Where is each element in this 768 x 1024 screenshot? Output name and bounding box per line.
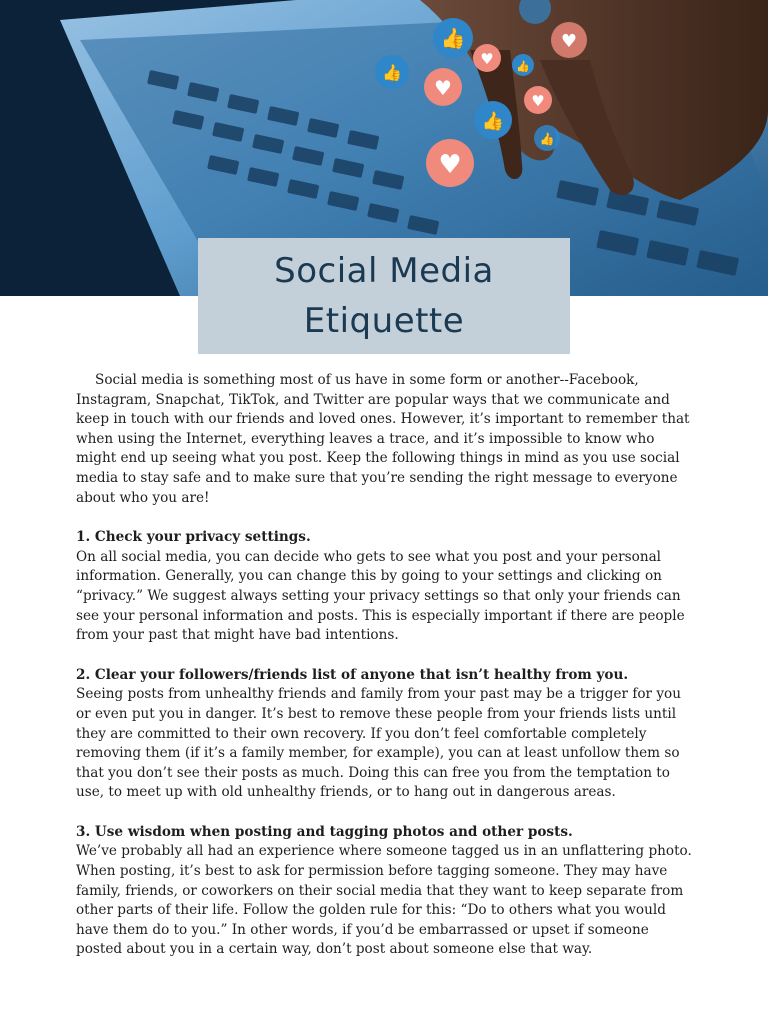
svg-text:👍: 👍	[481, 111, 505, 132]
article-body	[76, 371, 694, 960]
section-tagging	[76, 823, 694, 960]
svg-text:♥: ♥	[560, 31, 578, 52]
svg-text:👍: 👍	[516, 60, 530, 73]
section-heading: 3. Use wisdom when posting and tagging photos and other posts.	[76, 823, 573, 840]
page-title-line-2: Etiquette	[303, 301, 465, 341]
title-box	[198, 238, 570, 354]
svg-text:♥: ♥	[531, 92, 545, 110]
svg-text:♥: ♥	[434, 76, 452, 100]
svg-text:♥: ♥	[438, 150, 462, 180]
svg-text:👍: 👍	[440, 26, 466, 50]
section-body: On all social media, you can decide who gets to see what you post and your personal information. Generally, you can change this by going to your settings and clicking on “privacy.” We suggest always setting your privacy settings so that only your friends can see your personal information and posts. This is especially important if there are people from your past that might have bad intentions.	[76, 548, 685, 644]
svg-text:👍: 👍	[539, 132, 555, 146]
page-title-line-1: Social Media	[274, 251, 494, 291]
svg-text:👍: 👍	[382, 63, 402, 82]
section-privacy	[76, 528, 694, 646]
section-heading: 2. Clear your followers/friends list of anyone that isn’t healthy from you.	[76, 666, 629, 683]
intro-paragraph: Social media is something most of us have in some form or another--Facebook, Instagram, Snapchat, TikTok, and Twitter are popular ways that we communicate and keep in touch with our friends and loved ones. However, it’s important to remember that when using the Internet, everything leaves a trace, and it’s impossible to know who might end up seeing what you post. Keep the following things in mind as you use social media to stay safe and to make sure that you’re sending the right message to everyone about who you are!	[76, 372, 690, 506]
section-heading: 1. Check your privacy settings.	[76, 529, 311, 546]
svg-text:♥: ♥	[480, 50, 494, 68]
section-body: We’ve probably all had an experience where someone tagged us in an unflattering photo. When posting, it’s best to ask for permission before tagging someone. They may have family, friends, or coworkers on their social media that they want to keep separate from other parts of their life. Follow the golden rule for this: “Do to others what you would have them do to you.” In other words, if you’d be embarrassed or upset if someone posted about you in a certain way, don’t post about someone else that way.	[76, 843, 692, 958]
section-body: Seeing posts from unhealthy friends and family from your past may be a trigger for you or even put you in danger. It’s best to remove these people from your friends lists until they are committed to their own recovery. If you don’t feel comfortable completely removing them (if it’s a family member, for example), you can at least unfollow them so that you don’t see their posts as much. Doing this can free you from the temptation to use, to meet up with old unhealthy friends, or to hang out in dangerous areas.	[76, 686, 681, 801]
section-friends-list	[76, 666, 694, 803]
